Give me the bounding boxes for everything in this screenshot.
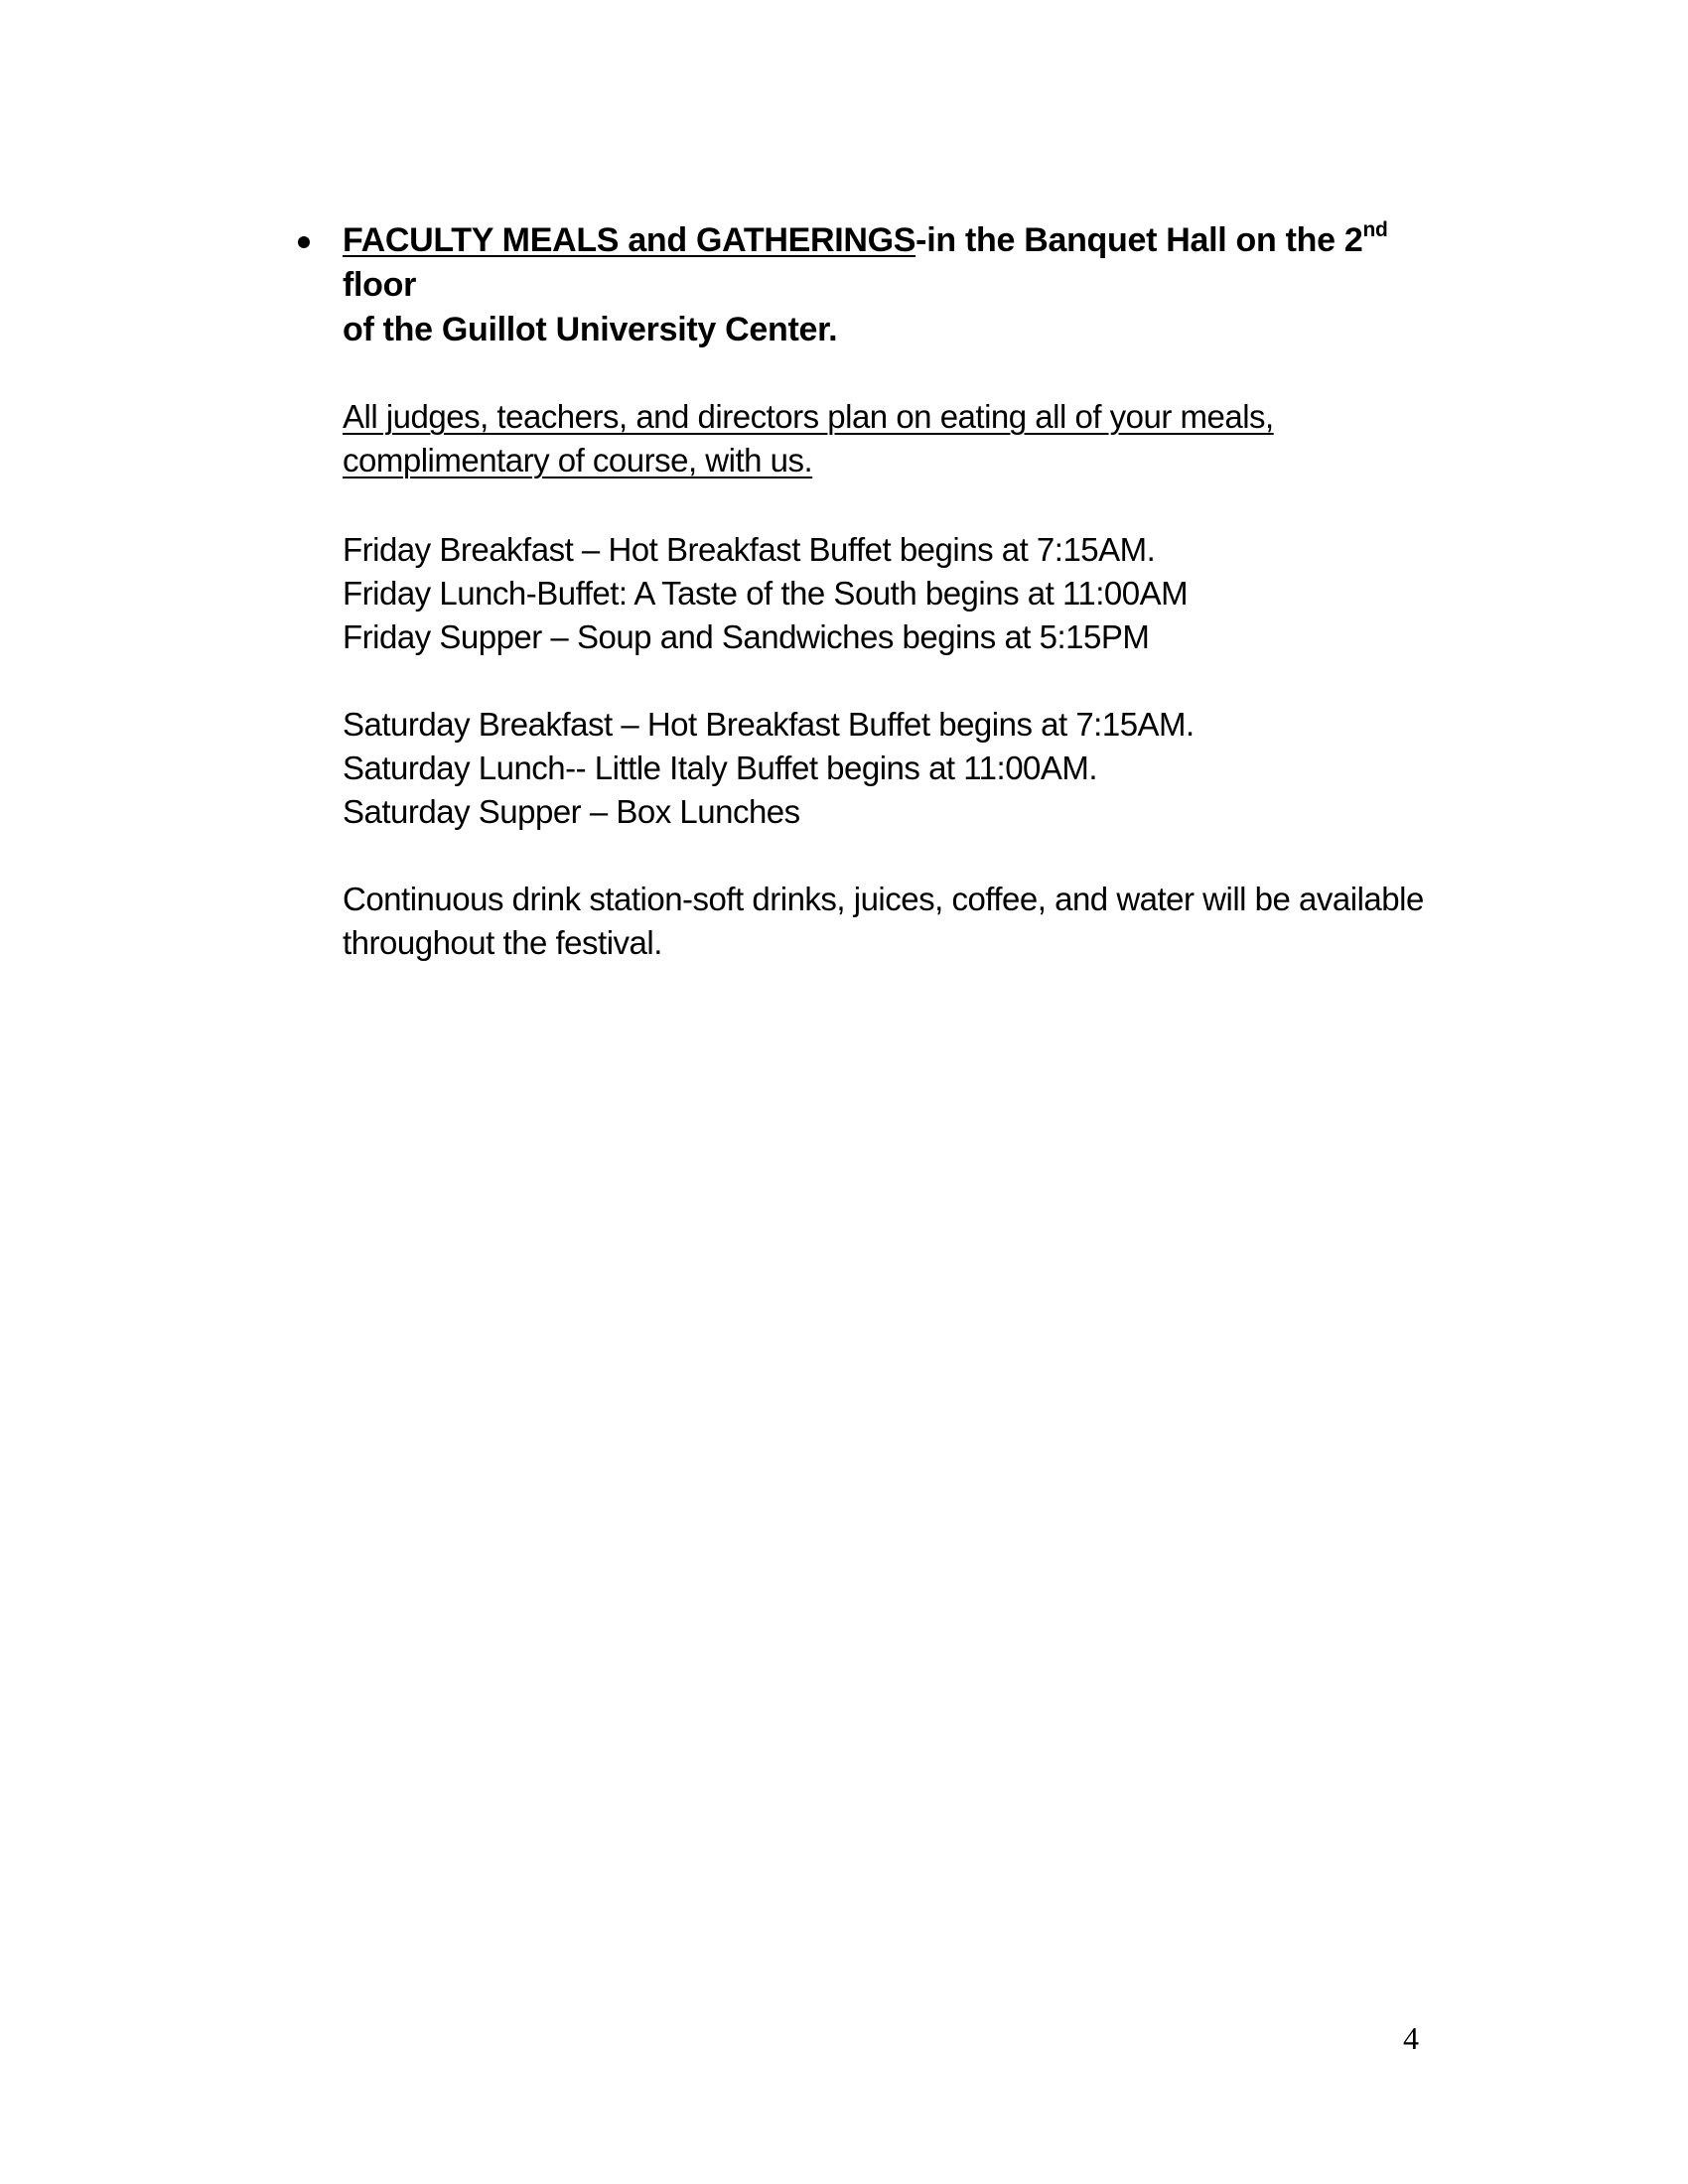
drink-station-line-1: Continuous drink station-soft drinks, juices, coffee, and water will be available: [343, 881, 1424, 917]
meals-note-line-2: complimentary of course, with us.: [343, 442, 813, 478]
bullet-icon: [298, 236, 310, 248]
friday-supper: Friday Supper – Soup and Sandwiches begins at 5:15PM: [343, 618, 1150, 655]
section-heading: [343, 218, 1435, 352]
saturday-meals: [343, 703, 1435, 834]
friday-lunch: Friday Lunch-Buffet: A Taste of the South begins at 11:00AM: [343, 575, 1189, 612]
saturday-breakfast: Saturday Breakfast – Hot Breakfast Buffet begins at 7:15AM.: [343, 706, 1195, 743]
heading-tail: floor: [343, 266, 417, 304]
drink-station-line-2: throughout the festival.: [343, 924, 662, 961]
heading-line-2: of the Guillot University Center.: [343, 311, 838, 348]
page-number: 4: [1403, 2020, 1419, 2056]
friday-breakfast: Friday Breakfast – Hot Breakfast Buffet begins at 7:15AM.: [343, 531, 1156, 568]
heading-location: -in the Banquet Hall on the 2: [915, 221, 1363, 259]
meals-note: [343, 395, 1435, 482]
friday-meals: [343, 528, 1435, 659]
saturday-lunch: Saturday Lunch-- Little Italy Buffet begins at 11:00AM.: [343, 750, 1098, 786]
heading-underlined-title: FACULTY MEALS and GATHERINGS: [343, 221, 916, 259]
meals-note-line-1: All judges, teachers, and directors plan on eating all of your meals,: [343, 398, 1274, 435]
heading-superscript: nd: [1362, 217, 1388, 241]
faculty-meals-section: [343, 218, 1435, 965]
saturday-supper: Saturday Supper – Box Lunches: [343, 793, 800, 830]
drink-station-note: [343, 878, 1435, 965]
